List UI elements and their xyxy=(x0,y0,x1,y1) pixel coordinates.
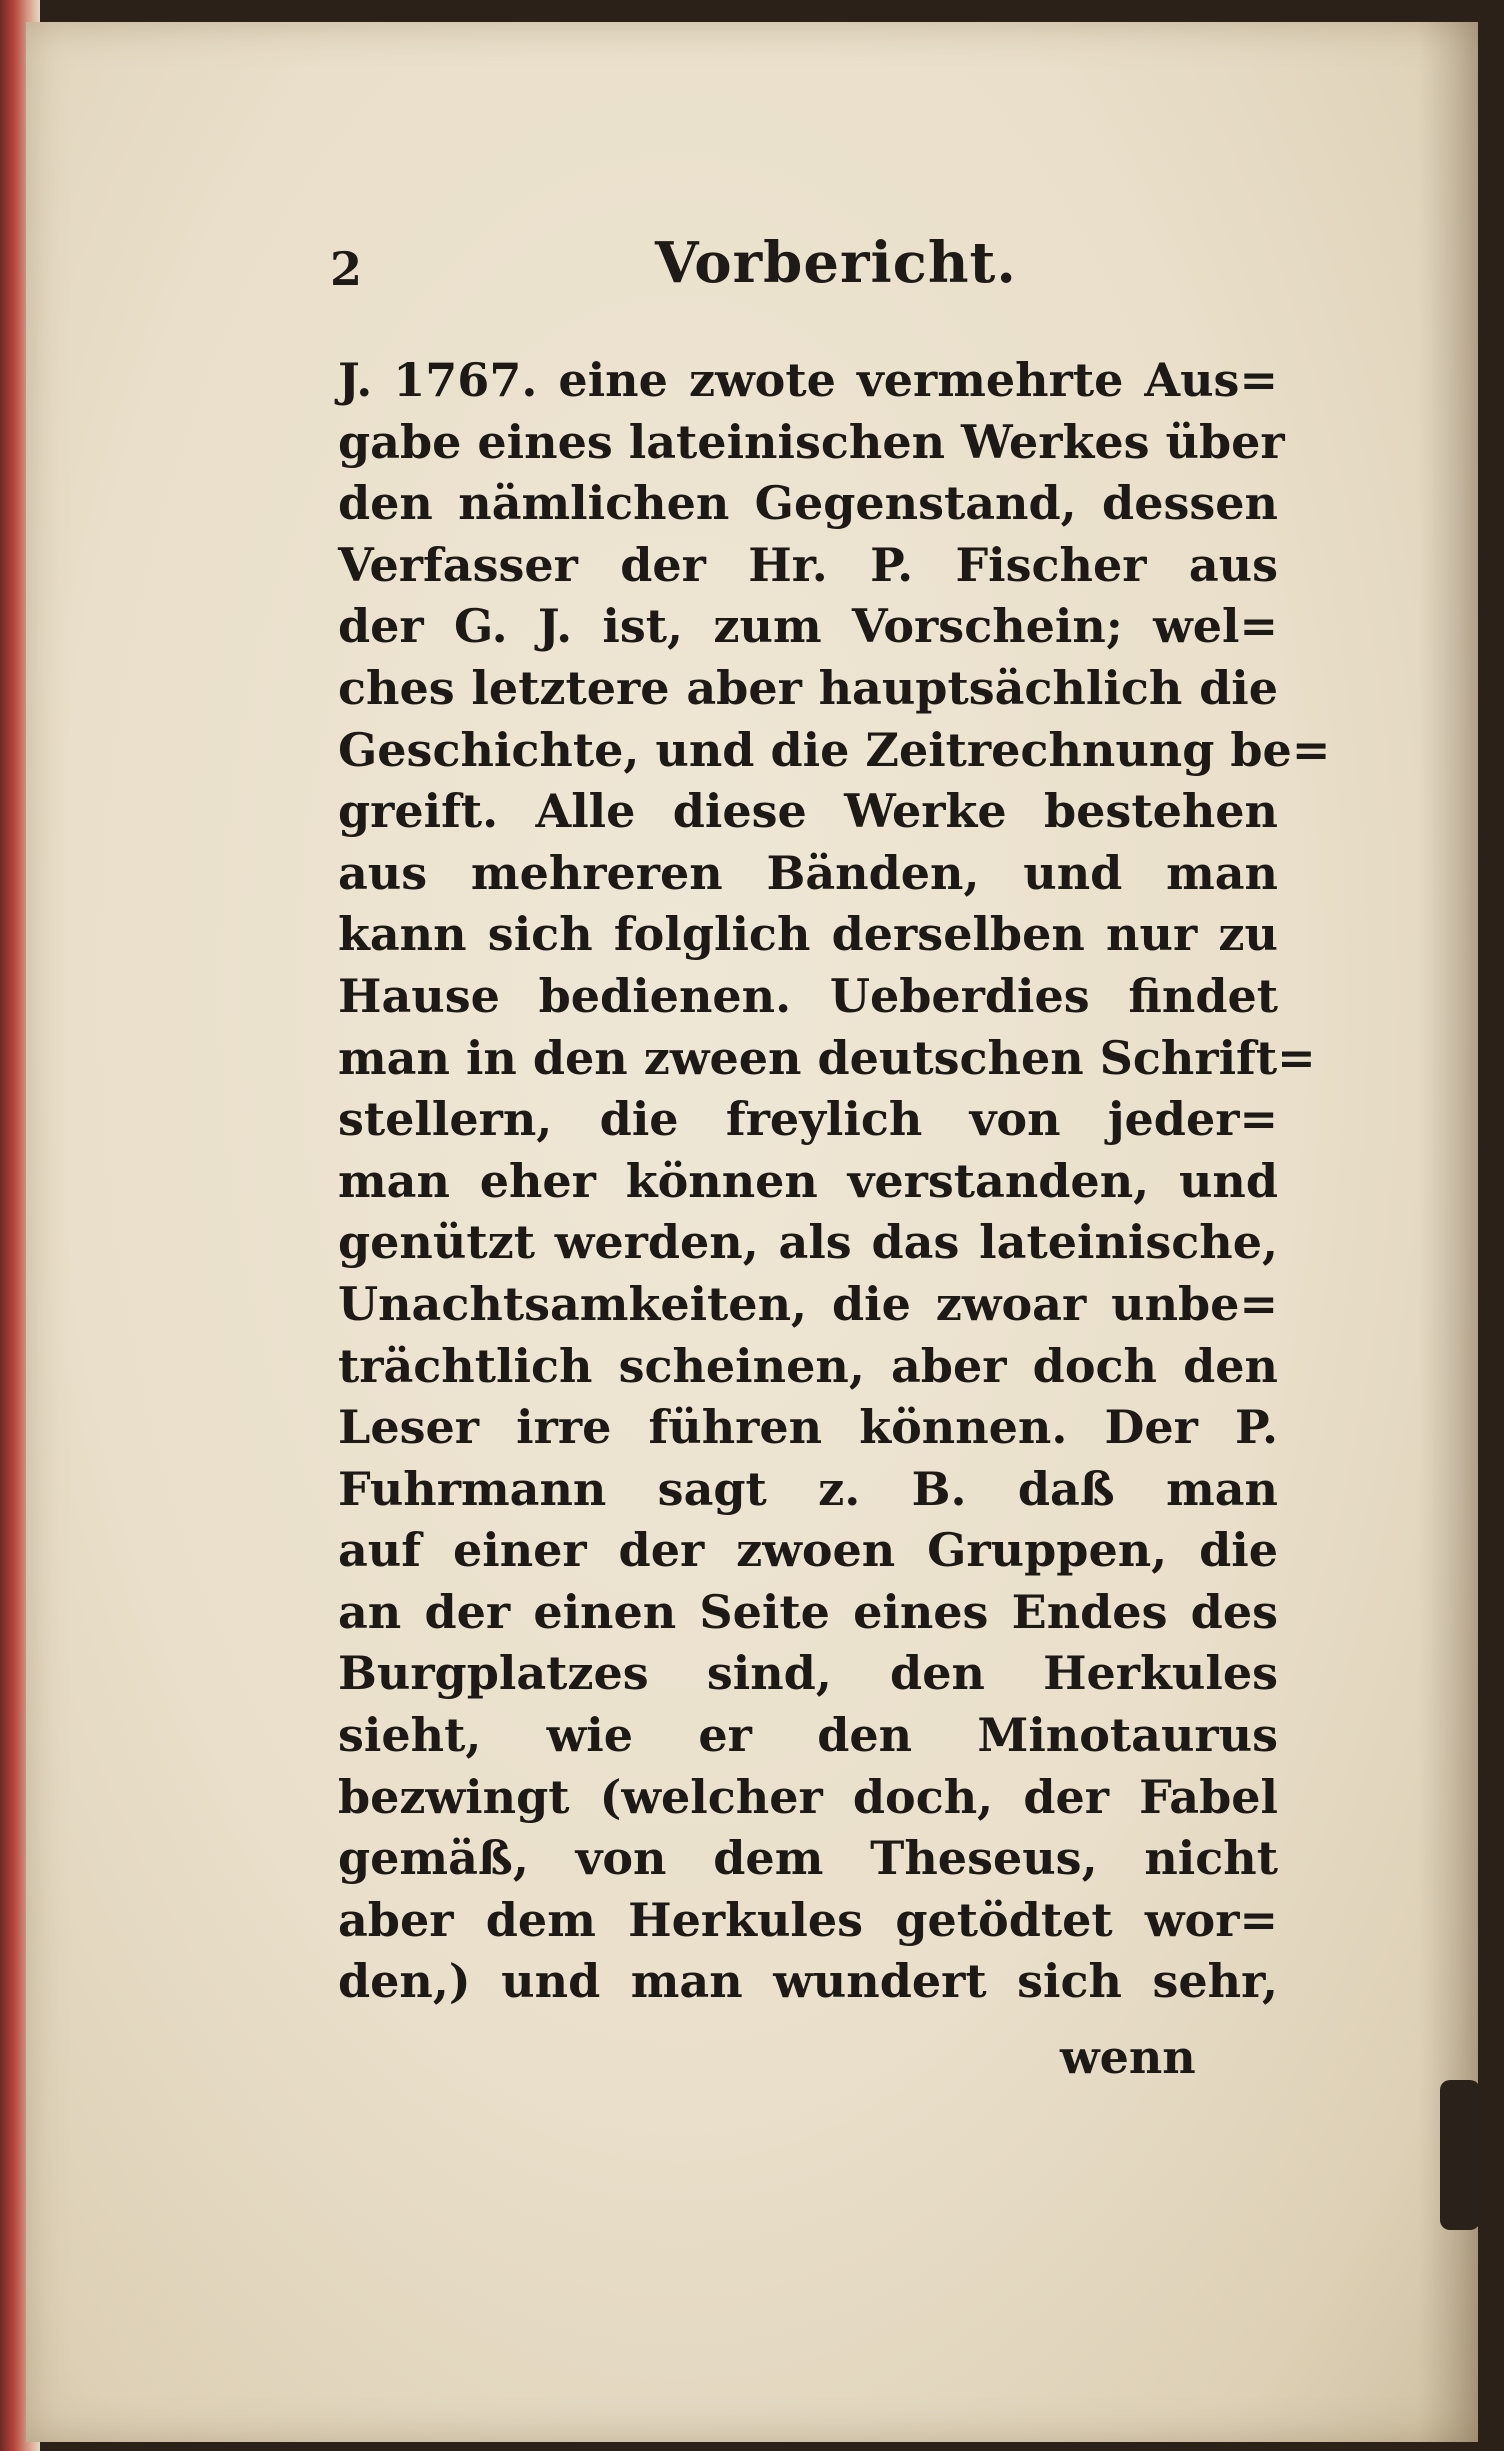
text-line: ches letztere aber hauptsächlich die xyxy=(338,660,1278,715)
text-line: trächtlich scheinen, aber doch den xyxy=(338,1338,1278,1393)
text-line: stellern, die freylich von jeder= xyxy=(338,1092,1278,1147)
text-line: Leser irre führen können. Der P. xyxy=(338,1400,1278,1455)
text-line: auf einer der zwoen Gruppen, die xyxy=(338,1523,1278,1578)
text-line: Unachtsamkeiten, die zwoar unbe= xyxy=(338,1276,1278,1331)
page-number: 2 xyxy=(330,242,363,296)
text-line: kann sich folglich derselben nur zu xyxy=(338,907,1278,962)
text-line: Burgplatzes sind, den Herkules xyxy=(338,1646,1278,1701)
text-line: gabe eines lateinischen Werkes über xyxy=(338,414,1285,469)
text-line: Hause bedienen. Ueberdies findet xyxy=(338,968,1278,1023)
text-line: den nämlichen Gegenstand, dessen xyxy=(338,476,1278,531)
text-line: genützt werden, als das lateinische, xyxy=(338,1215,1278,1270)
running-title: Vorbericht. xyxy=(655,230,1017,296)
text-line: aus mehreren Bänden, und man xyxy=(338,845,1278,900)
text-line: aber dem Herkules getödtet wor= xyxy=(338,1892,1278,1947)
binding-damage xyxy=(1440,2080,1480,2230)
catchword: wenn xyxy=(1060,2030,1196,2084)
text-line: Fuhrmann sagt z. B. daß man xyxy=(338,1461,1278,1516)
text-line: der G. J. ist, zum Vorschein; wel= xyxy=(338,599,1278,654)
text-line: Verfasser der Hr. P. Fischer aus xyxy=(338,537,1278,592)
text-line: bezwingt (welcher doch, der Fabel xyxy=(338,1769,1278,1824)
text-line: greift. Alle diese Werke bestehen xyxy=(338,784,1278,839)
text-line: sieht, wie er den Minotaurus xyxy=(338,1708,1278,1763)
text-line: an der einen Seite eines Endes des xyxy=(338,1584,1278,1639)
page-gutter-shadow xyxy=(1418,22,1478,2442)
text-line: J. 1767. eine zwote vermehrte Aus= xyxy=(338,353,1278,407)
text-line: gemäß, von dem Theseus, nicht xyxy=(338,1831,1278,1886)
text-line: den,) und man wundert sich sehr, xyxy=(338,1954,1278,2009)
text-line: man in den zween deutschen Schrift= xyxy=(338,1030,1316,1085)
text-line: man eher können verstanden, und xyxy=(338,1153,1278,1208)
text-line: Geschichte, und die Zeitrechnung be= xyxy=(338,722,1331,777)
body-text xyxy=(338,350,1331,2013)
